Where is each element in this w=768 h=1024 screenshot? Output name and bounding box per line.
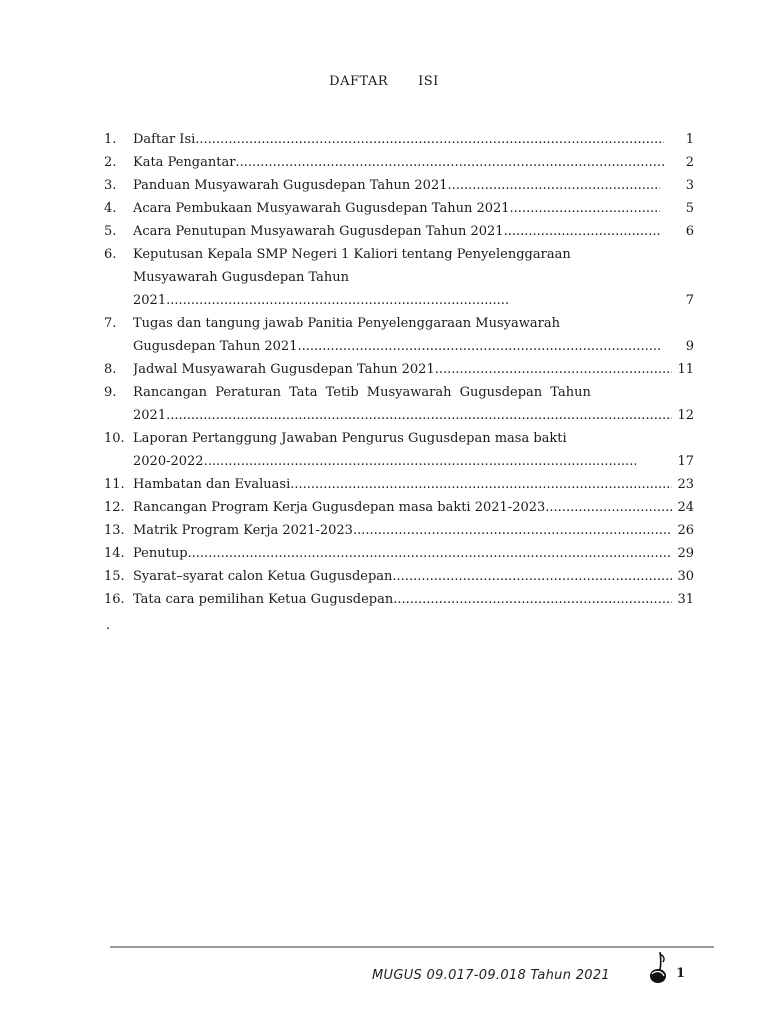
toc-entry[interactable] (104, 427, 694, 450)
toc-label-line-1: Laporan Pertanggung Jawaban Pengurus Gugusdepan masa bakti (133, 431, 567, 446)
toc-entry[interactable] (104, 542, 694, 565)
toc-entry[interactable] (104, 473, 694, 496)
toc-number: 8. (104, 362, 117, 377)
toc-page: 26 (677, 523, 694, 538)
toc-page: 3 (685, 178, 694, 193)
toc-label-line-1: Keputusan Kepala SMP Negeri 1 Kaliori tentang Penyelenggaraan (133, 247, 571, 262)
toc-entry[interactable] (104, 220, 694, 243)
toc-leader (133, 450, 636, 473)
toc-number: 13. (104, 523, 125, 538)
toc-page: 29 (677, 546, 694, 561)
toc-number: 7. (104, 316, 117, 331)
toc-label: Daftar Isi (133, 132, 196, 147)
toc-label-line-1: Tugas dan tangung jawab Panitia Penyelenggaraan Musyawarah (133, 316, 560, 331)
toc-label-line-2: 2021 (133, 408, 167, 423)
toc-label: Jadwal Musyawarah Gugusdepan Tahun 2021 (133, 362, 435, 377)
toc-page: 5 (685, 201, 694, 216)
toc-leader (133, 128, 664, 151)
toc-page: 30 (677, 569, 694, 584)
toc-entry-continued[interactable] (104, 289, 694, 312)
toc-entry[interactable] (104, 496, 694, 519)
toc-number: 3. (104, 178, 117, 193)
toc-label: Kata Pengantar (133, 155, 236, 170)
toc-entry-continued[interactable] (104, 266, 694, 289)
toc-label: Panduan Musyawarah Gugusdepan Tahun 2021 (133, 178, 448, 193)
toc-entry[interactable] (104, 519, 694, 542)
toc-page: 17 (677, 454, 694, 469)
toc-entry[interactable] (104, 151, 694, 174)
toc-entry-continued[interactable] (104, 404, 694, 427)
stray-period: . (106, 618, 111, 633)
toc-leader (133, 519, 672, 542)
toc-page: 12 (677, 408, 694, 423)
toc-label-line-2: Gugusdepan Tahun 2021 (133, 339, 298, 354)
toc-number: 15. (104, 569, 125, 584)
toc-entry-continued[interactable] (104, 335, 694, 358)
toc-page: 1 (685, 132, 694, 147)
toc-entry[interactable] (104, 197, 694, 220)
toc-label: Acara Pembukaan Musyawarah Gugusdepan Tahun 2021 (133, 201, 510, 216)
toc-entry[interactable] (104, 358, 694, 381)
footer-divider (110, 946, 714, 948)
toc-page: 2 (685, 155, 694, 170)
title-word-isi: ISI (418, 74, 439, 89)
toc-leader (133, 358, 672, 381)
toc-entry[interactable] (104, 381, 694, 404)
toc-number: 12. (104, 500, 125, 515)
toc-page: 9 (685, 339, 694, 354)
toc-label-line-1: Rancangan Peraturan Tata Tetib Musyawarah Gugusdepan Tahun (133, 385, 591, 400)
toc-leader (133, 588, 672, 611)
toc-number: 9. (104, 385, 117, 400)
page-number: 1 (676, 966, 686, 981)
toc-number: 5. (104, 224, 117, 239)
toc-leader (133, 496, 672, 519)
toc-entry[interactable] (104, 128, 694, 151)
toc-leader (133, 220, 660, 243)
toc-label-line-2: Musyawarah Gugusdepan Tahun (133, 270, 350, 285)
toc-leader (133, 404, 672, 427)
toc-label: Acara Penutupan Musyawarah Gugusdepan Tahun 2021 (133, 224, 504, 239)
page-title (0, 74, 768, 89)
toc-leader (133, 197, 660, 220)
toc-page: 31 (677, 592, 694, 607)
toc-label: Rancangan Program Kerja Gugusdepan masa bakti 2021-2023 (133, 500, 546, 515)
toc-number: 10. (104, 431, 125, 446)
toc-label: Hambatan dan Evaluasi (133, 477, 291, 492)
toc-number: 16. (104, 592, 125, 607)
toc-number: 11. (104, 477, 125, 492)
toc-label-line-3: 2021 (133, 293, 167, 308)
toc-number: 14. (104, 546, 125, 561)
toc-leader (133, 289, 509, 312)
footer-text: MUGUS 09.017-09.018 Tahun 2021 (372, 968, 610, 983)
toc-page: 11 (677, 362, 694, 377)
toc-label: Matrik Program Kerja 2021-2023 (133, 523, 353, 538)
toc-leader (133, 151, 664, 174)
toc-leader (133, 473, 672, 496)
toc-entry[interactable] (104, 565, 694, 588)
toc-label: Tata cara pemilihan Ketua Gugusdepan (133, 592, 394, 607)
toc-page: 24 (677, 500, 694, 515)
toc-leader (133, 174, 660, 197)
toc-label: Penutup (133, 546, 188, 561)
toc-entry-continued[interactable] (104, 450, 694, 473)
toc-entry[interactable] (104, 243, 694, 266)
toc-label: Syarat–syarat calon Ketua Gugusdepan (133, 569, 393, 584)
title-word-daftar: DAFTAR (329, 74, 389, 89)
toc-leader (133, 565, 672, 588)
toc-entry[interactable] (104, 174, 694, 197)
toc-entry[interactable] (104, 312, 694, 335)
toc-leader (133, 542, 672, 565)
toc-entry[interactable] (104, 588, 694, 611)
toc-page: 6 (685, 224, 694, 239)
toc-page: 23 (677, 477, 694, 492)
toc-page: 7 (685, 293, 694, 308)
toc-number: 4. (104, 201, 117, 216)
toc-number: 2. (104, 155, 117, 170)
table-of-contents (104, 128, 694, 611)
toc-leader (133, 335, 660, 358)
toc-label-line-2: 2020-2022 (133, 454, 204, 469)
tunas-kelapa-logo-icon (648, 950, 674, 986)
toc-number: 1. (104, 132, 117, 147)
toc-number: 6. (104, 247, 117, 262)
